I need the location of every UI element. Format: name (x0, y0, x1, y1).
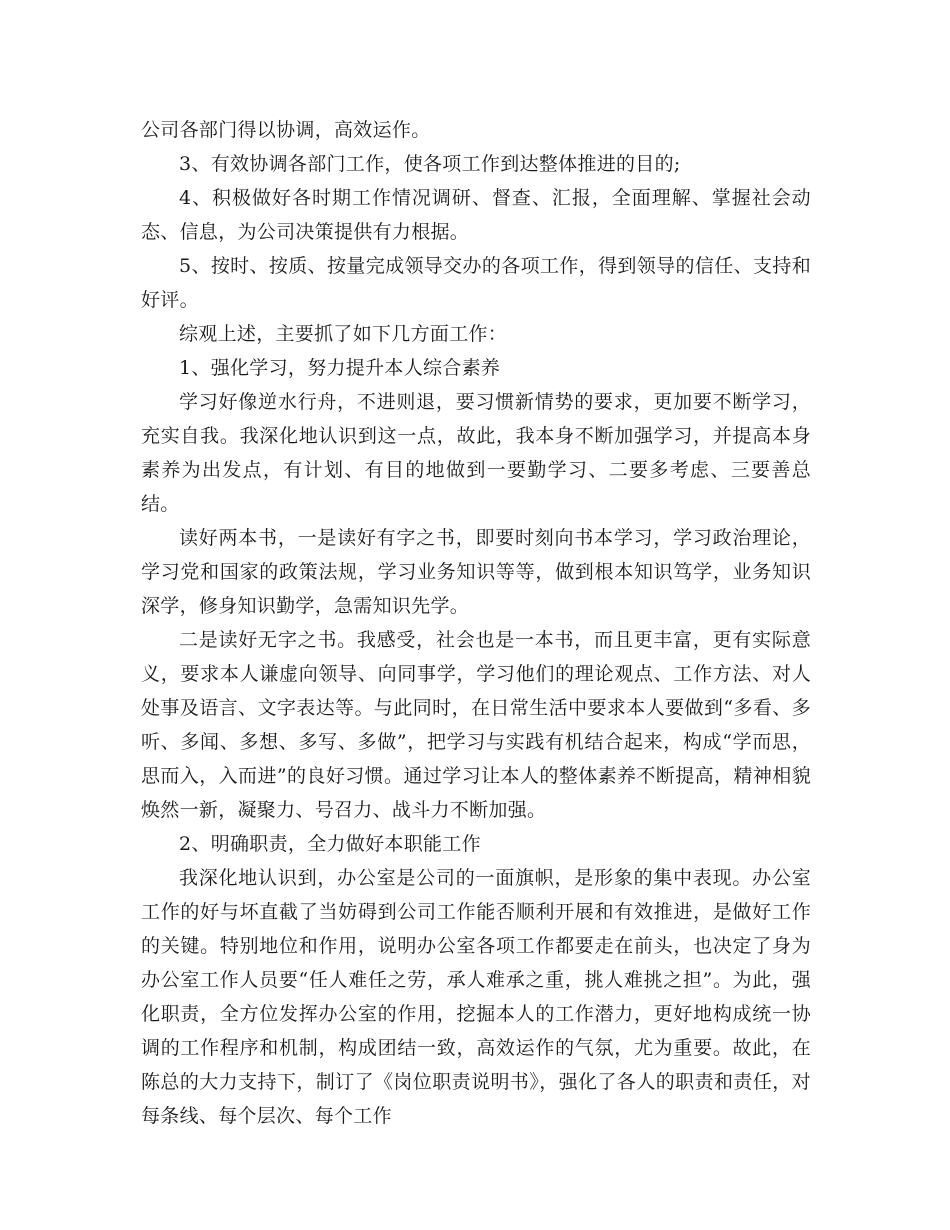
paragraph-5: 综观上述，主要抓了如下几方面工作： (179, 323, 508, 345)
paragraph-3: 4、积极做好各时期工作情况调研、督查、汇报，全面理解、掌握社会动态、信息，为公司决策提供有力根据。 (141, 187, 811, 243)
paragraph-1: 公司各部门得以协调，高效运作。 (141, 119, 431, 141)
document-body (141, 113, 811, 1133)
section-heading-2: 2、明确职责，全力做好本职能工作 (179, 833, 481, 855)
paragraph-9: 二是读好无字之书。我感受，社会也是一本书，而且更丰富，更有实际意义，要求本人谦虚向领导、向同事学，学习他们的理论观点、工作方法、对人处事及语言、文字表达等。与此同时，在日常生活中要求本人要做到“多看、多听、多闻、多想、多写、多做”，把学习与实践有机结合起来，构成“学而思，思而入，入而进”的良好习惯。通过学习让本人的整体素养不断提高，精神相貌焕然一新，凝聚力、号召力、战斗力不断加强。 (141, 629, 811, 821)
paragraph-2: 3、有效协调各部门工作，使各项工作到达整体推进的目的; (179, 153, 681, 175)
paragraph-4: 5、按时、按质、按量完成领导交办的各项工作，得到领导的信任、支持和好评。 (141, 255, 811, 311)
paragraph-7: 学习好像逆水行舟，不进则退，要习惯新情势的要求，更加要不断学习，充实自我。我深化地认识到这一点，故此，我本身不断加强学习，并提高本身素养为出发点，有计划、有目的地做到一要勤学习、二要多考虑、三要善总结。 (141, 391, 811, 515)
paragraph-11: 我深化地认识到，办公室是公司的一面旗帜，是形象的集中表现。办公室工作的好与坏直截了当妨碍到公司工作能否顺利开展和有效推进，是做好工作的关键。特别地位和作用，说明办公室各项工作都要走在前头，也决定了身为办公室工作人员要“任人难任之劳，承人难承之重，挑人难挑之担”。为此，强化职责，全方位发挥办公室的作用，挖掘本人的工作潜力，更好地构成统一协调的工作程序和机制，构成团结一致，高效运作的气氛，尤为重要。故此，在陈总的大力支持下，制订了《岗位职责说明书》，强化了各人的职责和责任，对每条线、每个层次、每个工作 (141, 867, 811, 1127)
section-heading-1: 1、强化学习，努力提升本人综合素养 (179, 357, 501, 379)
paragraph-8: 读好两本书，一是读好有字之书，即要时刻向书本学习，学习政治理论，学习党和国家的政策法规，学习业务知识等等，做到根本知识笃学，业务知识深学，修身知识勤学，急需知识先学。 (141, 527, 811, 617)
